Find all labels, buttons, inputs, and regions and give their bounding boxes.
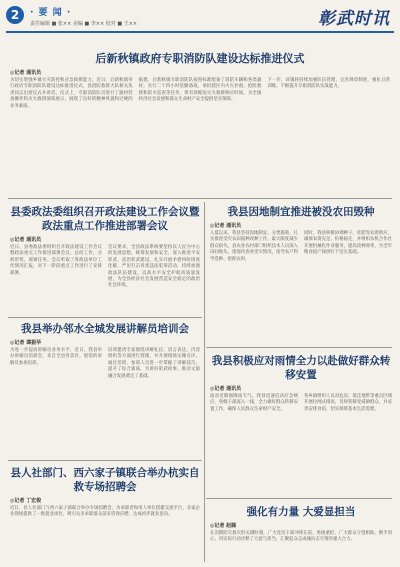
article-title: 我县举办邻水全城发展讲解员培训会 xyxy=(21,323,189,335)
article-paragraph: 据悉，后新秋镇专职消防队按照标准配备了消防车辆和各类器材，实行二十四小时驻勤备战，承担辖区内火灾扑救、抢险救援和防火巡查等任务，将有效缩短灭火救援响应时间，为全镇经济社会发展和群众生命财产安全提供坚实保障。 xyxy=(138,78,262,103)
page-number-badge: 2 xyxy=(6,6,24,24)
article-title: 我县积极应对雨情全力以赴做好群众转移安置 xyxy=(211,355,391,381)
article-title: 强化有力量 大爱显担当 xyxy=(246,506,356,518)
article-paragraph: 各乡镇组织人员对危房、低洼地带等重点区域开展拉网式排查，及时转移受威胁群众，并妥善安排食宿，切实保障基本生活需要。 xyxy=(304,394,392,412)
article-paragraph: 在汛期防灾救灾的关键时刻，广大党员干部冲锋在前、勇挑重担，广大群众守望相助、携手同心，用实际行动诠释了大爱与担当，汇聚起众志成城抗击灾情的强大合力。 xyxy=(210,531,392,543)
article-paragraph: 近日，县人社部门与西六家子镇联合举办专场招聘会，为求职者和用人单位搭建交流平台，多家企业现场提供了一批就业岗位，吸引众多求职群众前来咨询应聘，达成初步就业意向。 xyxy=(10,506,200,518)
column-divider xyxy=(204,202,205,562)
article-paragraph: 面对近期强降雨天气，我县迅速启动应急响应，各级干部深入一线，全力做好群众转移安置工作，确保人民群众生命财产安全。 xyxy=(210,394,298,412)
article-byline: ◎记者 通讯员 xyxy=(10,237,42,243)
divider xyxy=(206,347,392,348)
article-farmland-replanting xyxy=(210,205,392,263)
article-title: 县人社部门、西六家子镇联合举办杭实自救专场招聘会 xyxy=(10,467,200,493)
masthead-rule xyxy=(6,31,394,33)
article-title: 后新秋镇政府专职消防队建设达标推进仪式 xyxy=(95,52,305,65)
article-paragraph: 为进一步提高讲解员业务水平，近日，我县举办讲解员培训会，来自全县各景区、展馆的讲解员参加培训。 xyxy=(10,348,102,366)
section-label: · 要 闻 · xyxy=(30,8,72,18)
article-paragraph: 近日，县委政法委组织召开政法建设工作会议暨政法重点工作推进部署会议，总结工作，分析形势，部署任务。会议听取了各政法单位工作情况汇报，对下一阶段重点工作进行了安排部署。 xyxy=(10,245,102,276)
divider xyxy=(8,198,392,199)
article-byline: ◎记者 赵腾 xyxy=(210,523,237,529)
divider xyxy=(8,317,202,318)
article-fire-brigade xyxy=(10,52,390,110)
article-title: 我县因地制宜推进被没农田毁种 xyxy=(227,206,375,218)
article-love-responsibility xyxy=(210,505,392,544)
article-byline: ◎记者 通讯员 xyxy=(10,70,42,76)
article-byline: ◎记者 通讯员 xyxy=(210,386,242,392)
newspaper-brand: 彰武时讯 xyxy=(318,9,390,29)
article-guide-training xyxy=(10,322,200,380)
article-job-fair xyxy=(10,466,200,519)
article-paragraph: 入夏以来，我县坚持因地制宜、分类施策，扎实推进受灾农田毁种改种工作，最大限度减少群众损失。县农业农村部门组织技术人员深入田间地头，逐地块查看受灾情况，指导农户科学选种、抢抓农时。 xyxy=(210,231,298,262)
editor-credits: 责任编辑 ■ 张×× 美编 ■ 李×× 校对 ■ 王×× xyxy=(30,21,138,27)
article-politics-law xyxy=(10,205,200,290)
article-paragraph: 为切实增强乡镇火灾防控和应急救援能力，近日，后新秋镇举行政府专职消防队建设达标推进仪式，县消防救援大队相关负责同志出席仪式并讲话。仪式上，专职消防队员进行了器材装备操作和灭火救援演练展示，展现了良好的精神风貌和过硬的业务素质。 xyxy=(10,78,133,109)
article-title: 县委政法委组织召开政法建设工作会议暨政法重点工作推进部署会议 xyxy=(10,206,200,232)
article-byline: ◎记者 通讯员 xyxy=(210,223,242,229)
article-paragraph: 培训邀请专家围绕讲解礼仪、语言表达、内容组织等方面进行授课，并开展现场实操点评。通过培训，参训人员进一步掌握了讲解技巧，提升了综合素质，为讲好彰武故事、推动文旅融合发展奠定了基础。 xyxy=(108,348,200,379)
article-byline: ◎记者 丁宏俊 xyxy=(10,498,42,504)
divider xyxy=(8,460,202,461)
article-byline: ◎记者 谭振华 xyxy=(10,340,42,346)
masthead xyxy=(0,0,400,42)
article-paragraph: 同时，我县积极协调种子、化肥等农资供应，确保农资充足、价格稳定，并组织农机合作社开展机械化作业服务，提高改种效率，为全年粮食稳产保供打下坚实基础。 xyxy=(304,231,392,256)
article-rain-response xyxy=(210,354,392,413)
divider xyxy=(206,498,392,499)
article-paragraph: 会议要求，全县政法系统要坚持以人民为中心的发展思想，统筹发展和安全，深入推进平安彰武、法治彰武建设，扎实开展矛盾纠纷排查化解，严厉打击各类违法犯罪活动，持续加强政法队伍建设，以高水平安全护航高质量发展，为全县经济社会发展营造安全稳定的政治社会环境。 xyxy=(108,245,200,289)
article-paragraph: 下一步，该镇将持续加强队伍管理，完善规章制度，强化日常训练，不断提升专职消防队实战能力。 xyxy=(267,78,391,90)
